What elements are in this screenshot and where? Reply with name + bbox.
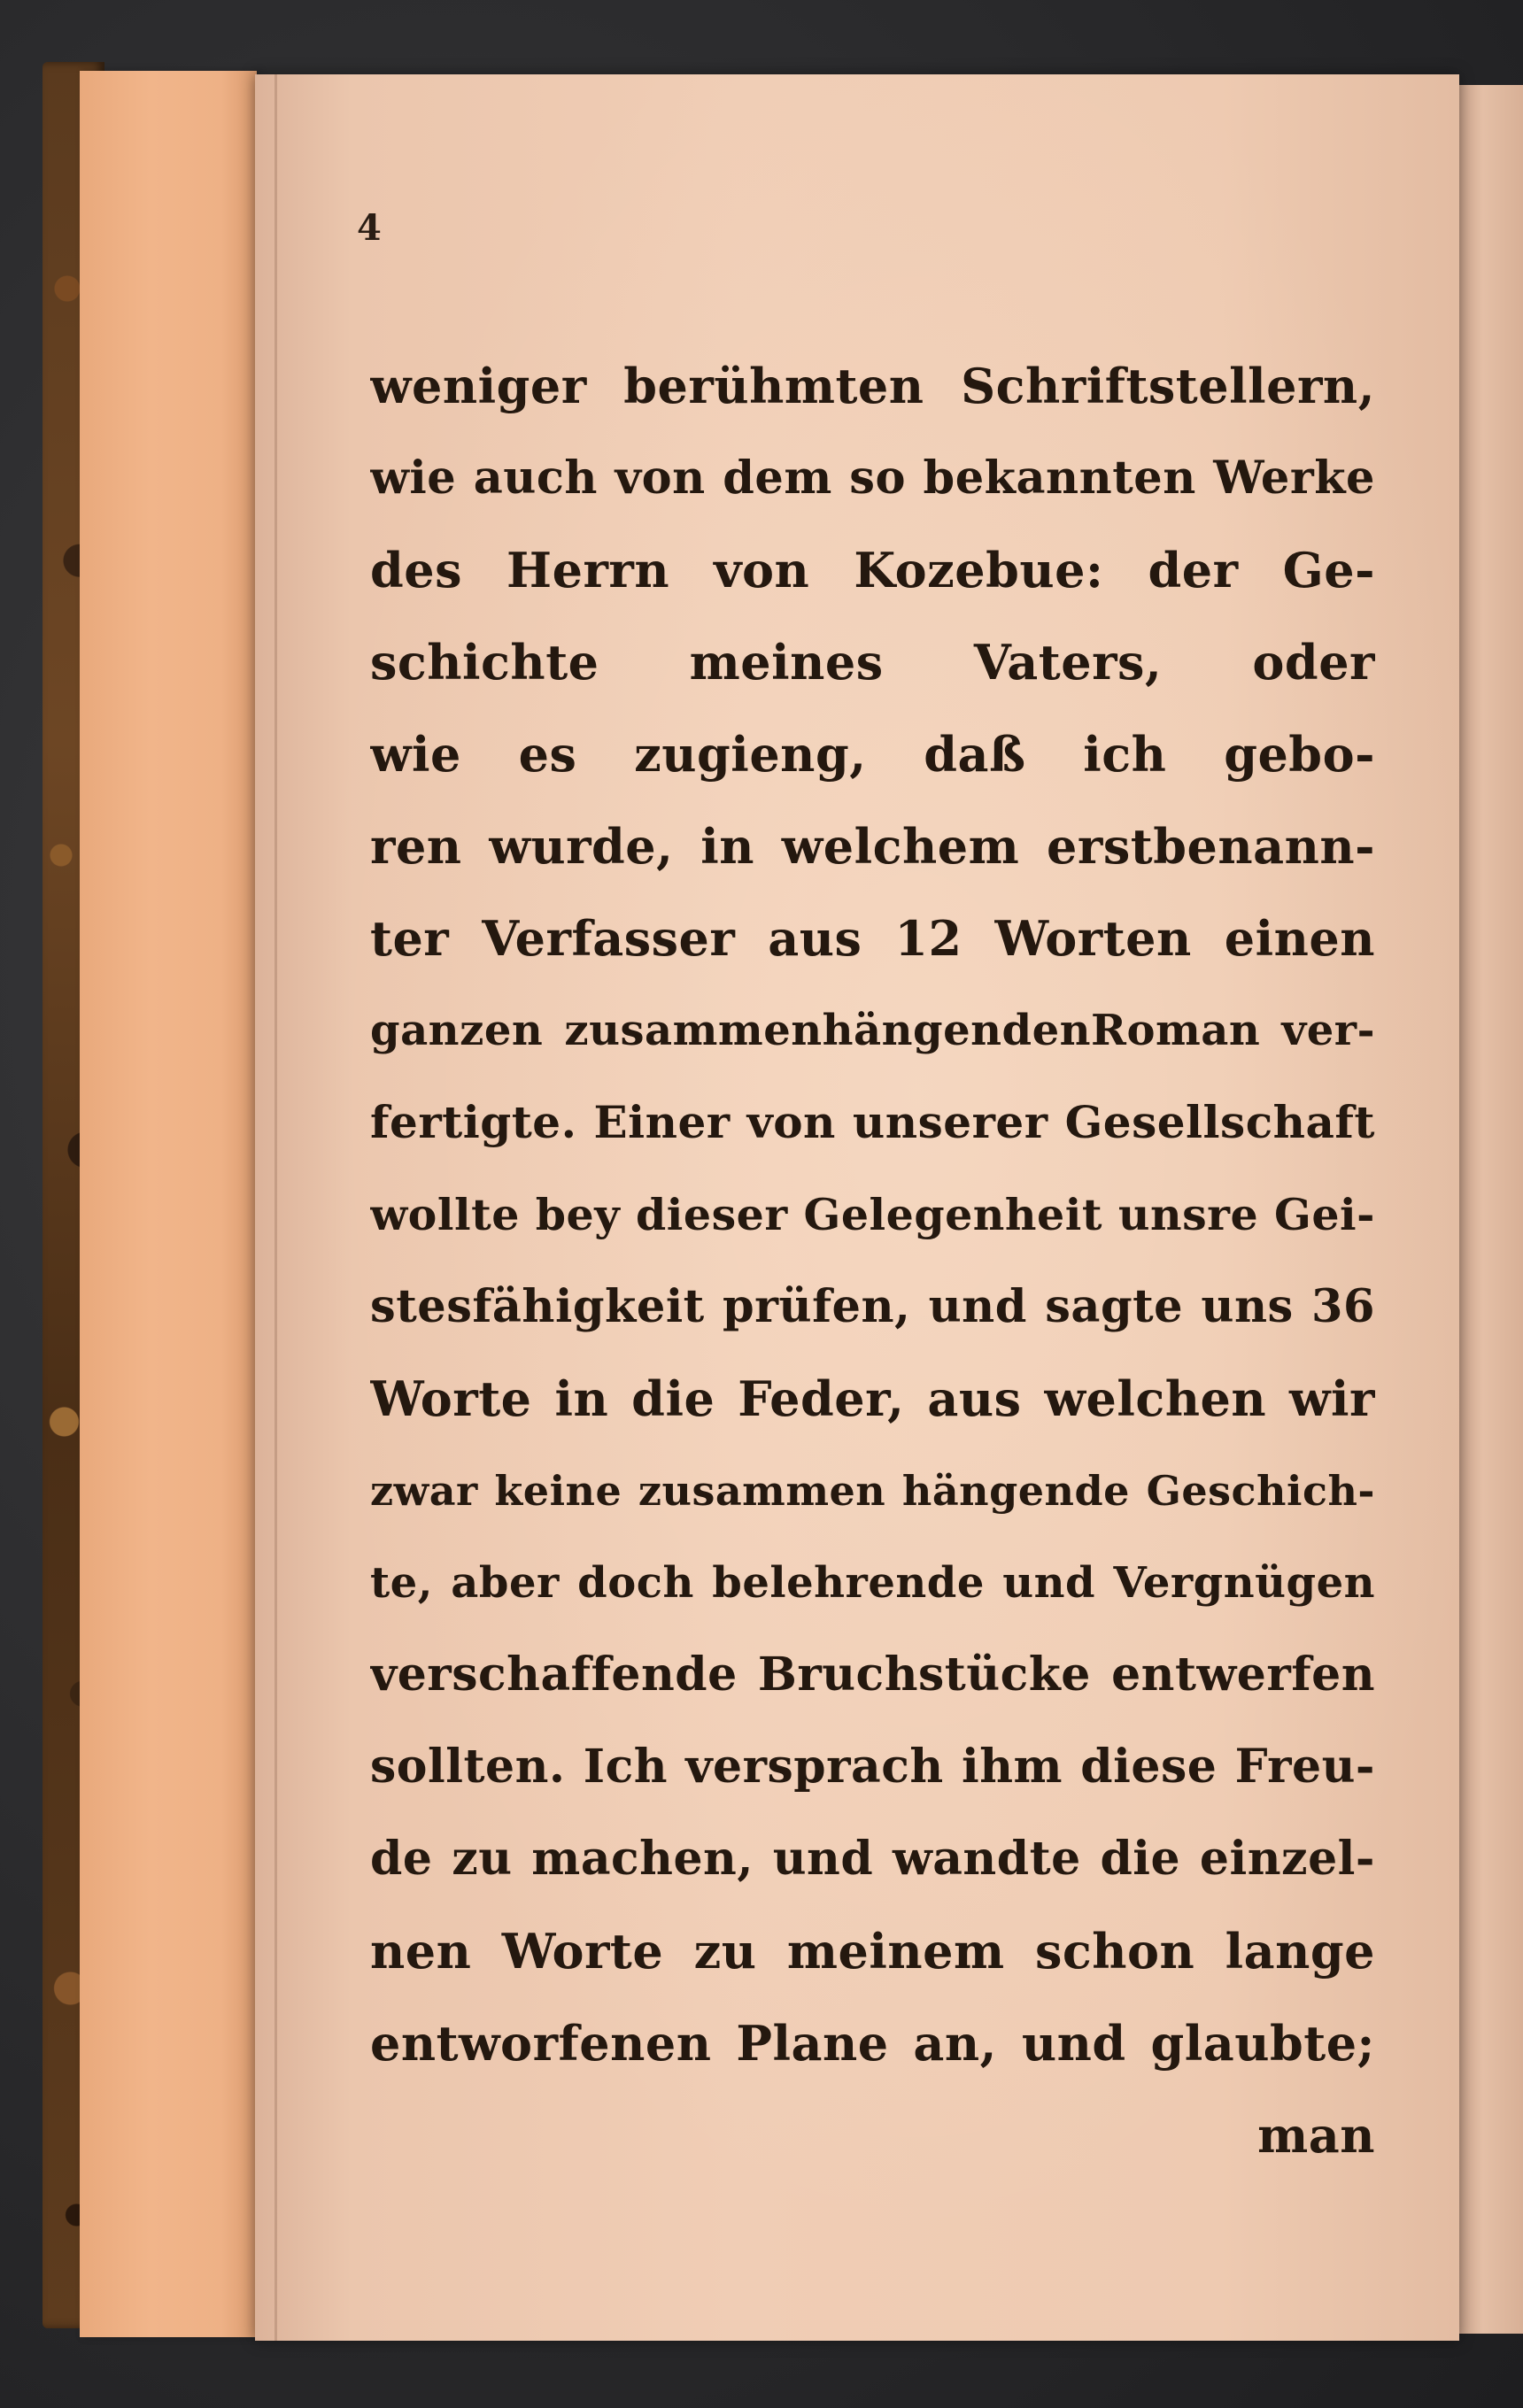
text-line: verschaffende Bruchstücke entwerfen: [370, 1648, 1375, 1702]
text-line: wie auch von dem so bekannten Werke: [370, 452, 1375, 505]
text-line: ren wurde, in welchem erstbenann-: [370, 818, 1375, 875]
text-line: wie es zugieng, daß ich gebo-: [370, 726, 1375, 783]
text-line: te, aber doch belehrende und Vergnügen: [370, 1558, 1375, 1608]
text-line: de zu machen, und wandte die einzel-: [370, 1832, 1375, 1886]
text-line: des Herrn von Kozebue: der Ge-: [370, 542, 1375, 598]
endpaper-strip: [80, 71, 257, 2337]
text-line: stesfähigkeit prüfen, und sagte uns 36: [370, 1280, 1375, 1333]
text-line: schichte meines Vaters, oder: [370, 634, 1375, 691]
text-line: wollte bey dieser Gelegenheit unsre Gei-: [370, 1189, 1375, 1240]
text-line: nen Worte zu meinem schon lange: [370, 1923, 1375, 1980]
adjacent-page-edge: [1457, 85, 1523, 2334]
text-line: ganzen zusammenhängendenRoman ver-: [370, 1006, 1375, 1055]
text-line: entworfenen Plane an, und glaubte;: [370, 2015, 1375, 2072]
text-line: sollten. Ich versprach ihm diese Freu-: [370, 1740, 1375, 1794]
text-line: zwar keine zusammen hängende Geschich-: [370, 1467, 1375, 1515]
text-line: weniger berühmten Schriftstellern,: [370, 358, 1375, 414]
page-gutter: [274, 74, 277, 2341]
page-text-block: [370, 340, 1375, 2181]
text-line: fertigte. Einer von unserer Gesellschaft: [370, 1096, 1375, 1148]
text-line: ter Verfasser aus 12 Worten einen: [370, 910, 1375, 967]
text-line: Worte in die Feder, aus welchen wir: [370, 1370, 1375, 1427]
page-number: 4: [357, 207, 382, 249]
book-page: [255, 74, 1459, 2341]
catchword: man: [1257, 2107, 1375, 2164]
